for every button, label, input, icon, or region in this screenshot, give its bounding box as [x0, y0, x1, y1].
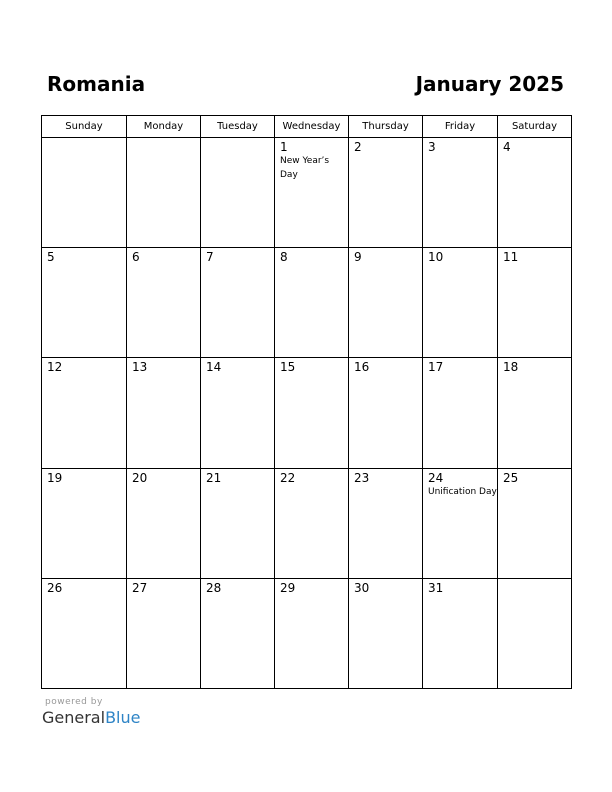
day-number: 28: [206, 580, 222, 595]
day-number: 4: [503, 140, 511, 154]
day-number: 29: [280, 580, 296, 595]
day-number: 8: [280, 250, 288, 265]
day-cell: [275, 358, 349, 468]
day-number: 26: [47, 580, 63, 595]
day-number: 11: [503, 250, 519, 265]
generalblue-logo[interactable]: [42, 708, 140, 728]
week-row: [42, 248, 572, 358]
day-number: 27: [132, 580, 148, 595]
day-number: 18: [503, 360, 519, 375]
day-cell: [423, 578, 498, 688]
day-cell: [201, 358, 275, 468]
weekday-header-row: [42, 116, 572, 138]
day-cell: [42, 248, 127, 358]
day-number: 21: [206, 470, 222, 485]
day-number: 23: [354, 470, 370, 485]
day-number: 15: [280, 360, 296, 375]
day-cell: [127, 358, 201, 468]
day-number: 1: [280, 140, 288, 154]
day-cell: [423, 468, 498, 578]
day-cell: [42, 138, 127, 248]
day-cell: [423, 358, 498, 468]
day-cell: [275, 138, 349, 248]
day-cell: [423, 248, 498, 358]
day-cell: [498, 578, 572, 688]
day-number: 24: [428, 470, 444, 485]
month-year-title: January 2025: [415, 72, 564, 96]
day-cell: [275, 468, 349, 578]
weekday-header: Wednesday: [275, 116, 349, 138]
day-cell: [349, 248, 423, 358]
brand-general: General: [42, 708, 106, 727]
weekday-header: Sunday: [42, 116, 127, 138]
day-number: 20: [132, 470, 148, 485]
day-cell: [498, 138, 572, 248]
weekday-header: Friday: [423, 116, 498, 138]
day-cell: [42, 578, 127, 688]
day-number: 19: [47, 470, 63, 485]
day-number: 17: [428, 360, 444, 375]
day-cell: [275, 578, 349, 688]
weekday-header: Thursday: [349, 116, 423, 138]
brand-blue: Blue: [105, 708, 141, 727]
day-cell: [275, 248, 349, 358]
country-title: Romania: [47, 72, 146, 96]
week-row: [42, 358, 572, 468]
weekday-header: Tuesday: [201, 116, 275, 138]
day-cell: [127, 248, 201, 358]
day-cell: [349, 468, 423, 578]
day-number: 14: [206, 360, 222, 375]
week-row: [42, 468, 572, 578]
day-number: 6: [132, 250, 140, 265]
calendar-grid: [41, 115, 572, 689]
day-cell: [498, 248, 572, 358]
day-number: 31: [428, 580, 444, 595]
day-cell: [423, 138, 498, 248]
day-cell: [498, 358, 572, 468]
day-number: 2: [354, 140, 362, 154]
day-cell: [127, 138, 201, 248]
day-number: 7: [206, 250, 214, 265]
week-row: [42, 138, 572, 248]
day-cell: [201, 578, 275, 688]
day-number: 22: [280, 470, 296, 485]
week-row: [42, 578, 572, 688]
day-cell: [498, 468, 572, 578]
weekday-header: Saturday: [498, 116, 572, 138]
day-cell: [127, 468, 201, 578]
powered-by-text: powered by: [45, 697, 103, 707]
day-number: 10: [428, 250, 444, 265]
day-cell: [349, 138, 423, 248]
day-cell: [201, 138, 275, 248]
day-cell: [201, 468, 275, 578]
day-cell: [42, 468, 127, 578]
day-number: 25: [503, 470, 519, 485]
day-cell: [42, 358, 127, 468]
day-number: 12: [47, 360, 63, 375]
day-number: 9: [354, 250, 362, 265]
holiday-label: New Year’s Day: [280, 156, 330, 180]
day-number: 5: [47, 250, 55, 265]
day-number: 30: [354, 580, 370, 595]
holiday-label: Unification Day: [428, 486, 497, 497]
day-number: 13: [132, 360, 148, 375]
weekday-header: Monday: [127, 116, 201, 138]
day-cell: [349, 358, 423, 468]
day-cell: [201, 248, 275, 358]
day-number: 16: [354, 360, 370, 375]
day-cell: [349, 578, 423, 688]
day-number: 3: [428, 140, 436, 154]
day-cell: [127, 578, 201, 688]
